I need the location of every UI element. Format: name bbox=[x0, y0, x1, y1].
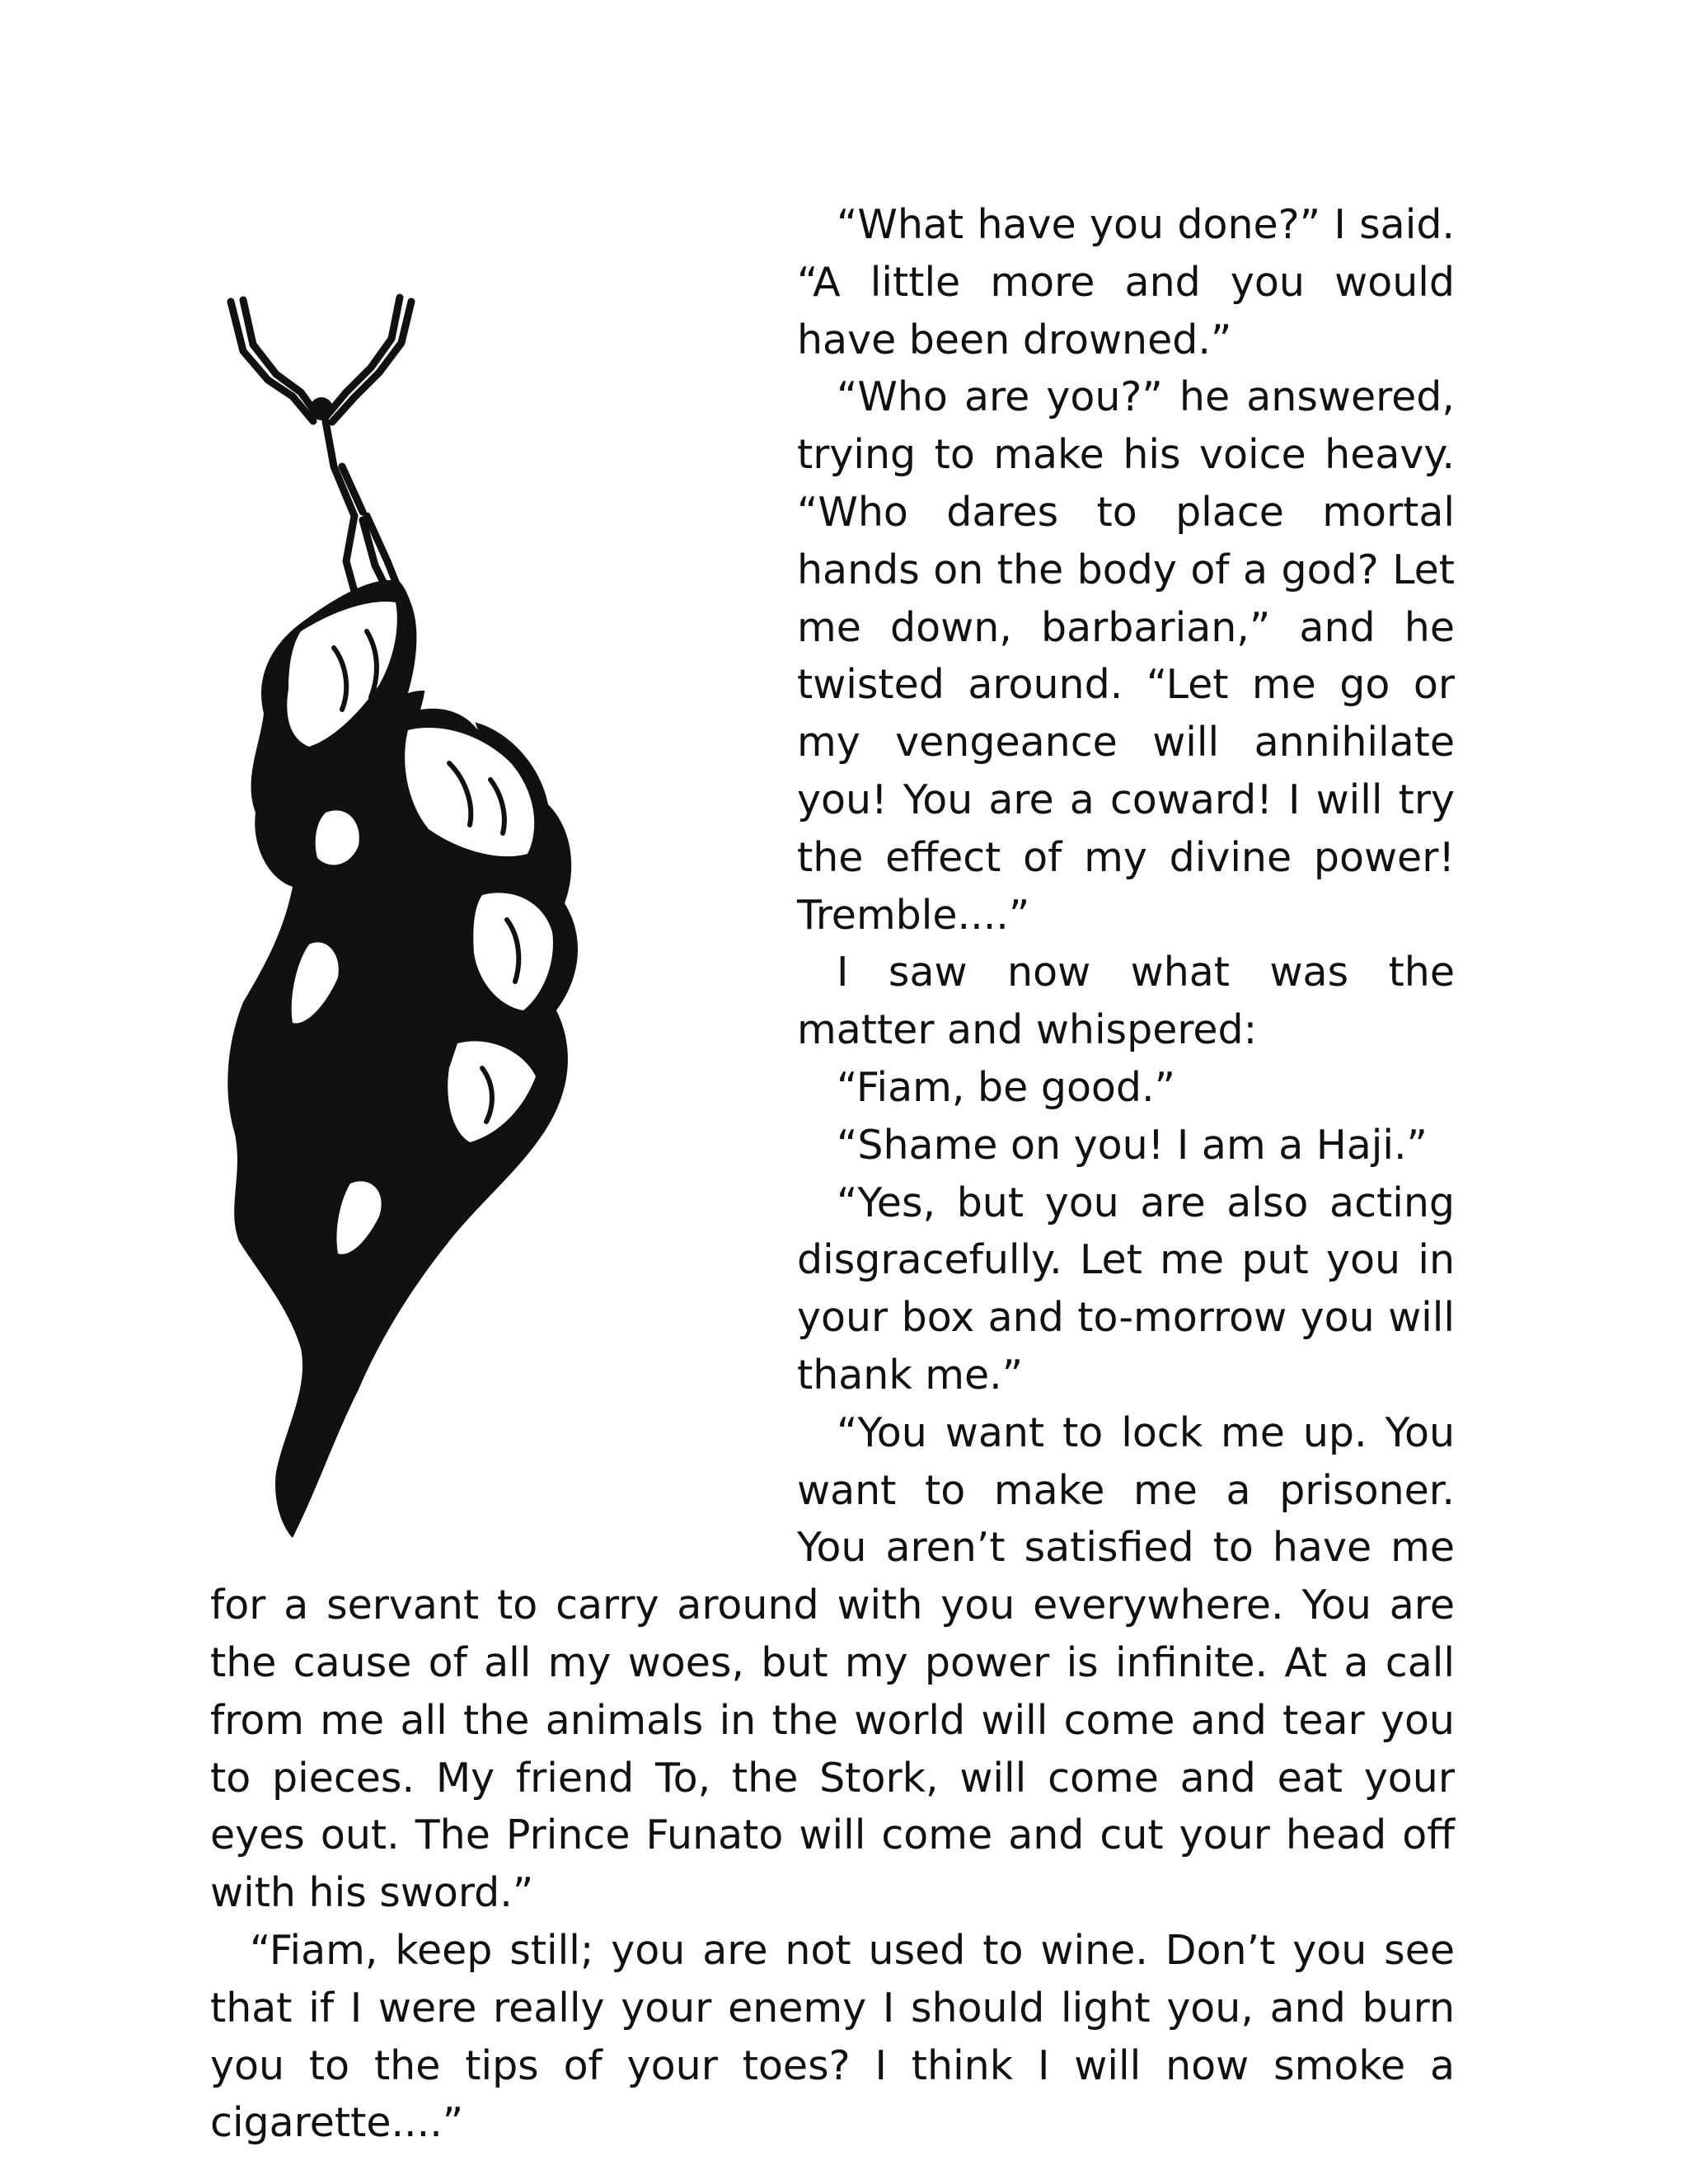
paragraph: I saw now what was the matter and whispered: bbox=[797, 949, 1455, 1054]
paragraph: “You want to lock me up. You want to make me a prisoner. You aren’t satisfied to have me for a servant to carry around with you everywhere. You are the cause of all my woes, but my power is infinite. At a call from me all the animals in the world will come and tear you to pieces. My friend To, the Stork, will come and eat your eyes out. The Prince Funato will come and cut your head off with his sword.” bbox=[210, 1408, 1455, 1917]
hand-holding-figure-illustration bbox=[210, 236, 607, 1554]
hand-illustration-svg bbox=[210, 236, 607, 1554]
paragraph: “Fiam, keep still; you are not used to wine. Don’t you see that if I were really your enemy I should light you, and burn you to the tips of your toes? I think I will now smoke a cigarette....” bbox=[210, 1926, 1455, 2147]
book-page bbox=[210, 196, 1455, 2152]
paragraph: “Fiam, be good.” bbox=[837, 1063, 1175, 1111]
paragraph: “What have you done?” I said. “A little more and you would have been drowned.” bbox=[797, 201, 1455, 363]
paragraph: “Yes, but you are also acting disgracefully. Let me put you in your box and to-morrow you will thank me.” bbox=[797, 1179, 1455, 1399]
paragraph: “Shame on you! I am a Haji.” bbox=[837, 1121, 1428, 1169]
paragraph: “Who are you?” he answered, trying to make his voice heavy. “Who dares to place mortal hands on the body of a god? Let me down, barbarian,” and he twisted around. “Let me go or my vengeance will annihilate you! You are a coward! I will try the effect of my divine power! Tremble....” bbox=[797, 373, 1455, 939]
